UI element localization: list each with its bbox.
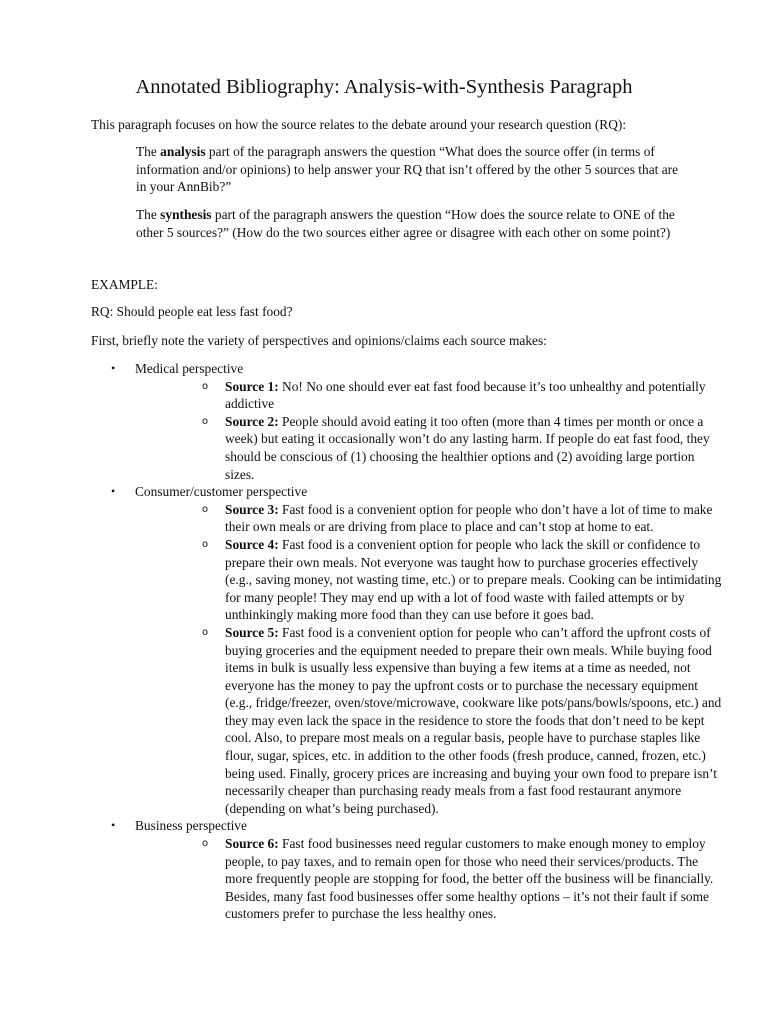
- perspective-label: Medical perspective: [135, 361, 244, 376]
- analysis-term: analysis: [160, 144, 206, 159]
- perspective-label: Consumer/customer perspective: [135, 484, 308, 500]
- perspective-item-business: [91, 817, 714, 923]
- source-name: Source 4:: [225, 536, 279, 552]
- analysis-definition: [136, 143, 684, 196]
- sub-bullet-icon: o: [202, 626, 209, 638]
- source-list: [135, 378, 710, 484]
- sub-bullet-icon: o: [202, 538, 209, 550]
- sub-bullet-icon: o: [202, 838, 209, 850]
- source-text: Fast food is a convenient option for people who can’t afford the upfront costs of buying groceries and the equipment needed to prepare their own meals. While buying food items in bulk is usually less expensive than buying a few items at a time as needed, not everyone has the money to pay the upfront costs or to purchase the necessary equipment (e.g., fridge/freezer, oven/stove/microwave, cookware like pots/pans/bowls/spoons, etc.) and they may even lack the space in the residence to store the foods that don’t need to be kept cool. Also, to prepare most meals on a regular basis, people have to purchase staples like flour, sugar, spices, etc. in addition to the other foods (fresh produce, canned, frozen, etc.) being used. Finally, grocery prices are increasing and buying your own food to prepare isn’t necessarily cheaper than purchasing ready meals from a fast food restaurant anymore (depending on what’s being purchased).: [225, 624, 722, 816]
- bullet-icon: •: [111, 361, 116, 375]
- source-name: Source 2:: [225, 413, 279, 429]
- synthesis-post: part of the paragraph answers the question “How does the source relate to ONE of the other 5 sources?” (How do the two sources either agree or disagree with each other on some point?): [136, 207, 675, 240]
- source-name: Source 5:: [225, 624, 279, 640]
- synthesis-definition: [136, 206, 684, 241]
- page-title: Annotated Bibliography: Analysis-with-Synthesis Paragraph: [135, 76, 633, 98]
- source-item-2: [135, 413, 725, 483]
- analysis-pre: The: [136, 144, 161, 159]
- analysis-post: part of the paragraph answers the question “What does the source offer (in terms of information and/or opinions) to help answer your RQ that isn’t offered by the other 5 sources that are in your AnnBib?”: [136, 144, 679, 195]
- source-item-5: [135, 624, 725, 818]
- source-item-4: [135, 536, 725, 624]
- source-list: [135, 835, 714, 923]
- source-text: Fast food is a convenient option for people who lack the skill or confidence to prepare their own meals. Not everyone was taught how to purchase groceries effectively (e.g., saving money, not wasting time, etc.) or to prepare meals. Cooking can be intimidating for many people! They may end up with a lot of food waste with failed attempts or by unthinkingly making more food than they can use before it goes bad.: [225, 536, 722, 623]
- source-name: Source 6:: [225, 836, 279, 852]
- bullet-icon: •: [111, 818, 116, 833]
- source-text: No! No one should ever eat fast food because it’s too unhealthy and potentially addictive: [225, 378, 706, 412]
- research-question: RQ: Should people eat less fast food?: [91, 304, 293, 319]
- source-item-3: [135, 501, 725, 536]
- source-text: Fast food is a convenient option for people who don’t have a lot of time to make their own meals or are driving from place to place and can’t stop at home to eat.: [225, 501, 713, 535]
- example-label: EXAMPLE:: [91, 277, 158, 292]
- source-name: Source 3:: [225, 501, 279, 517]
- bullet-icon: •: [111, 484, 116, 499]
- source-item-6: [135, 835, 725, 923]
- source-name: Source 1:: [225, 378, 279, 394]
- source-item-1: [135, 378, 725, 413]
- source-text: People should avoid eating it too often (more than 4 times per month or once a week) but eating it occasionally won’t do any lasting harm. If people do eat fast food, they should be conscious of (1) choosing the healthier options and (2) avoiding large portion sizes.: [225, 413, 710, 482]
- source-text: Fast food businesses need regular customers to make enough money to employ people, to pay taxes, and to remain open for those who need their services/products. The more frequently people are stopping for food, the better off the business will be financially. Besides, many fast food businesses offer some healthy options – it’s not their fault if some customers prefer to purchase the less healthy ones.: [225, 836, 714, 922]
- first-note: First, briefly note the variety of perspectives and opinions/claims each source makes:: [91, 333, 547, 348]
- perspective-item-consumer: [91, 483, 722, 817]
- sub-bullet-icon: o: [202, 415, 209, 427]
- perspective-item-medical: [91, 360, 710, 483]
- intro-paragraph: This paragraph focuses on how the source relates to the debate around your research question (RQ):: [91, 117, 627, 132]
- perspective-list: [91, 360, 722, 923]
- perspective-label: Business perspective: [135, 818, 247, 834]
- synthesis-pre: The: [136, 207, 161, 222]
- sub-bullet-icon: o: [202, 503, 209, 515]
- synthesis-term: synthesis: [160, 207, 212, 222]
- source-list: [135, 501, 722, 818]
- sub-bullet-icon: o: [202, 380, 209, 392]
